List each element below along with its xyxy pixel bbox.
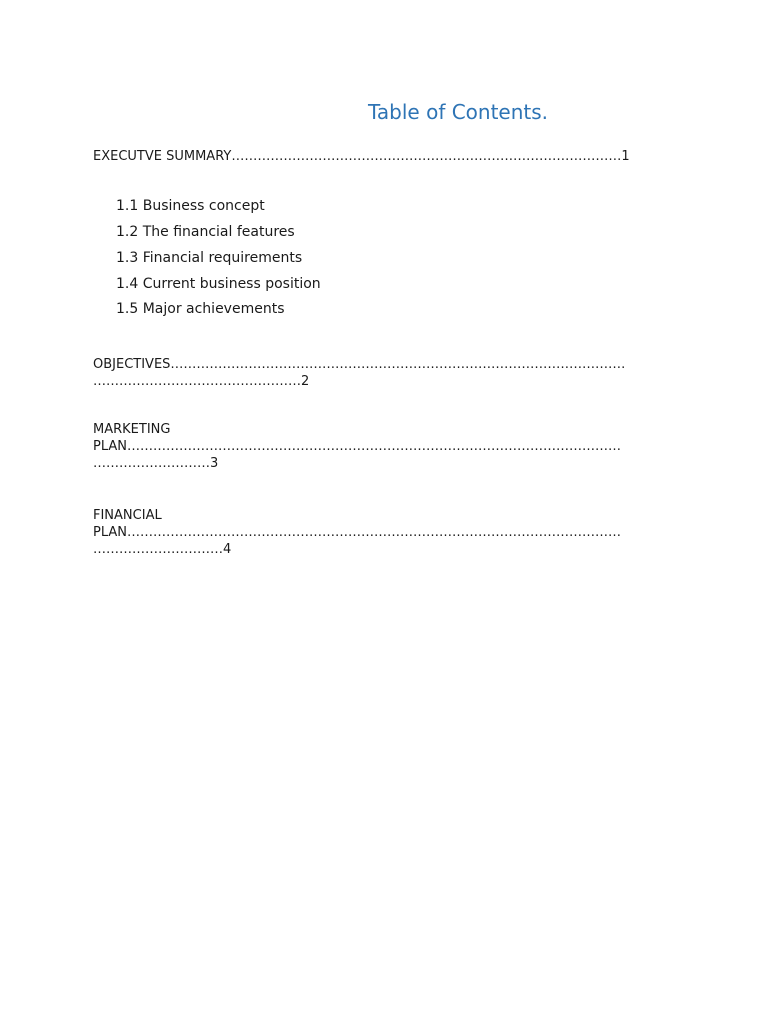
- toc-entry-objectives[interactable]: [93, 356, 678, 390]
- toc-entry-line: …………………………4: [93, 542, 232, 557]
- toc-entry-marketing-plan[interactable]: [93, 421, 678, 472]
- toc-subitem[interactable]: 1.1 Business concept: [116, 198, 265, 214]
- toc-entry-line: PLAN……………………………………………………………………………………………………: [93, 439, 621, 454]
- toc-subitem[interactable]: 1.2 The financial features: [116, 224, 295, 240]
- toc-entry-line: EXECUTVE SUMMARY………………………………………………………………………………1: [93, 149, 630, 164]
- toc-entry-line: PLAN……………………………………………………………………………………………………: [93, 525, 621, 540]
- toc-sub-list: [116, 196, 321, 325]
- toc-entry-line: …………………………………………2: [93, 374, 310, 389]
- toc-subitem[interactable]: 1.3 Financial requirements: [116, 250, 303, 266]
- toc-entry-line: OBJECTIVES……………………………………………………………………………………………: [93, 357, 626, 372]
- toc-title: Table of Contents.: [368, 100, 549, 124]
- toc-entry-financial-plan[interactable]: [93, 507, 678, 558]
- toc-subitem[interactable]: 1.4 Current business position: [116, 276, 321, 292]
- toc-entry-executive-summary[interactable]: [93, 148, 678, 165]
- toc-entry-line: MARKETING: [93, 422, 171, 437]
- toc-entry-line: FINANCIAL: [93, 508, 162, 523]
- toc-subitem[interactable]: 1.5 Major achievements: [116, 301, 285, 317]
- toc-entry-line: ………………………3: [93, 456, 219, 471]
